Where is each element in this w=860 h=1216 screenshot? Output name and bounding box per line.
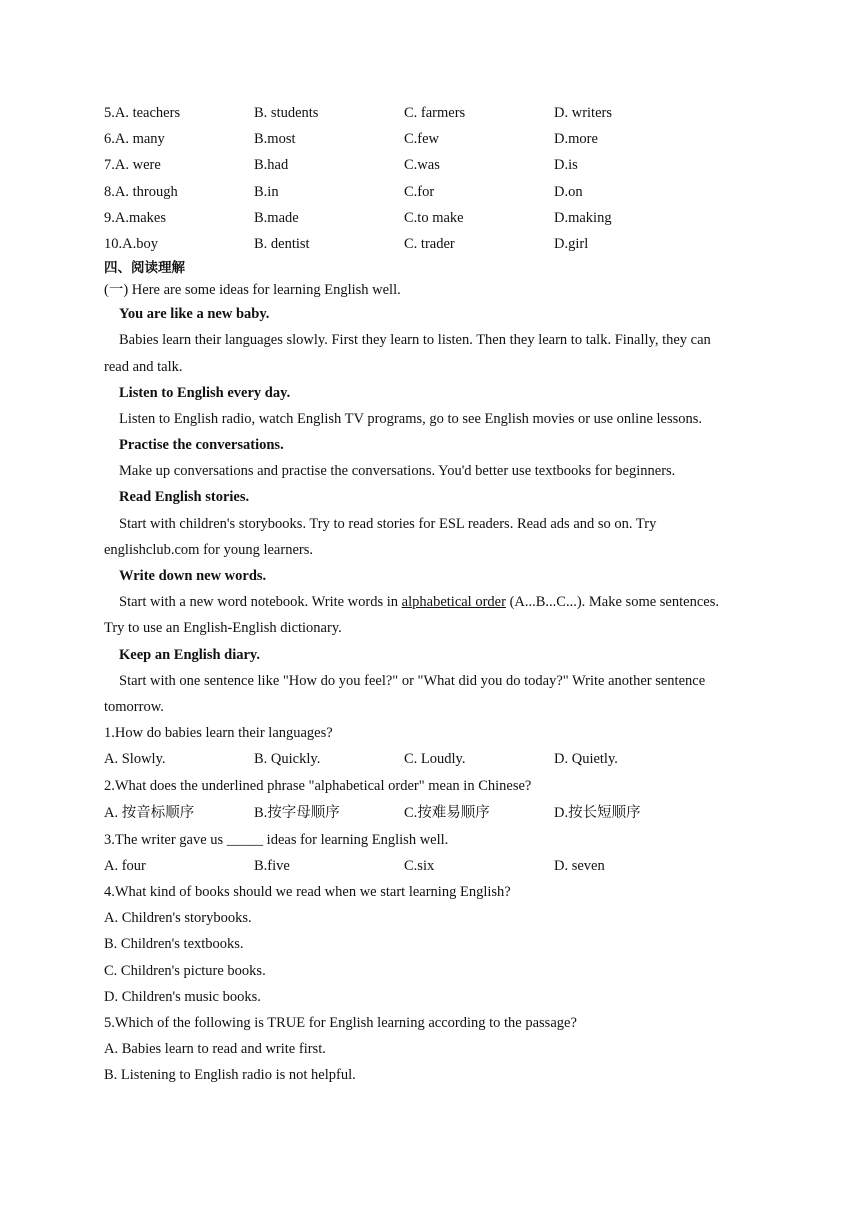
option: B. Listening to English radio is not helpful. <box>104 1067 356 1084</box>
option: C. trader <box>404 235 455 252</box>
passage-text <box>104 589 764 615</box>
option: A. 按音标顺序 <box>104 804 195 821</box>
underlined-phrase: alphabetical order <box>401 594 506 611</box>
option: D. writers <box>554 105 612 121</box>
option-row <box>104 231 764 257</box>
option-row <box>104 746 764 772</box>
option: B. Children's textbooks. <box>104 936 244 953</box>
option: D.more <box>554 131 598 148</box>
passage-text: Make up conversations and practise the conversations. You'd better use textbooks for beginners. <box>119 463 676 480</box>
passage-subheading: Keep an English diary. <box>119 646 261 663</box>
passage-subheading: You are like a new baby. <box>119 306 270 323</box>
option: B.made <box>254 209 299 226</box>
option: 8.A. through <box>104 183 178 200</box>
passage-subheading: Practise the conversations. <box>119 437 284 454</box>
question: 2.What does the underlined phrase "alphabetical order" mean in Chinese? <box>104 777 532 794</box>
question: 3.The writer gave us _____ ideas for learning English well. <box>104 831 449 848</box>
option: C.six <box>404 857 435 874</box>
option: B.had <box>254 157 289 174</box>
passage-text: Listen to English radio, watch English TV programs, go to see English movies or use online lessons. <box>119 410 703 427</box>
option: C.few <box>404 131 440 148</box>
option: C. Loudly. <box>404 751 466 768</box>
option: A. Children's storybooks. <box>104 910 252 927</box>
option: D.girl <box>554 235 589 252</box>
option: D. Children's music books. <box>104 988 261 1005</box>
option: A. four <box>104 857 146 874</box>
passage-text-segment: Start with a new word notebook. Write words in <box>119 594 402 611</box>
question: 4.What kind of books should we read when we start learning English? <box>104 884 511 901</box>
option: 10.A.boy <box>104 235 158 252</box>
passage-subheading: Listen to English every day. <box>119 384 291 401</box>
passage-subheading: Read English stories. <box>119 489 250 506</box>
option: B.按字母顺序 <box>254 804 340 821</box>
option: D.on <box>554 183 583 200</box>
passage-text: read and talk. <box>104 358 183 375</box>
passage-text-segment: (A...B...C...). Make some sentences. <box>505 594 719 611</box>
option: C. Children's picture books. <box>104 962 266 979</box>
option: 5.A. teachers <box>104 105 181 121</box>
option: D.is <box>554 157 578 174</box>
option: B. students <box>254 105 319 121</box>
option-row <box>104 100 764 126</box>
option: B. Quickly. <box>254 751 321 768</box>
passage-text: englishclub.com for young learners. <box>104 541 313 558</box>
option: C.for <box>404 183 435 200</box>
option-row <box>104 126 764 152</box>
questions <box>104 720 764 1088</box>
passage-text: Start with children's storybooks. Try to read stories for ESL readers. Read ads and so on. Try <box>119 515 657 532</box>
option: A. Babies learn to read and write first. <box>104 1041 326 1058</box>
option: C.to make <box>404 209 464 226</box>
option-row <box>104 205 764 231</box>
section-title: 四、阅读理解 <box>104 260 185 277</box>
document-page <box>104 100 764 1089</box>
passage-text: tomorrow. <box>104 698 164 715</box>
option: D. seven <box>554 857 605 874</box>
question: 1.How do babies learn their languages? <box>104 725 333 742</box>
passage-subheading: Write down new words. <box>119 568 267 584</box>
option: B.five <box>254 857 290 874</box>
option: B. dentist <box>254 235 310 252</box>
option: D. Quietly. <box>554 751 618 768</box>
option: C.was <box>404 157 440 174</box>
option-row <box>104 853 764 879</box>
option: B.in <box>254 183 279 200</box>
option: B.most <box>254 131 296 148</box>
option: D.making <box>554 209 612 226</box>
question: 5.Which of the following is TRUE for English learning according to the passage? <box>104 1015 577 1031</box>
option-row <box>104 799 764 827</box>
option: C. farmers <box>404 105 466 121</box>
passage-text: Start with one sentence like "How do you feel?" or "What did you do today?" Write another sentence <box>119 672 706 689</box>
option: D.按长短顺序 <box>554 804 641 821</box>
option-row <box>104 179 764 205</box>
option: 7.A. were <box>104 157 161 174</box>
reading-passage <box>104 301 764 720</box>
option: 6.A. many <box>104 131 165 148</box>
option-row <box>104 152 764 178</box>
passage-intro: (一) Here are some ideas for learning English well. <box>104 282 401 299</box>
passage-text: Babies learn their languages slowly. First they learn to listen. Then they learn to talk. Finally, they can <box>119 332 711 349</box>
option: A. Slowly. <box>104 751 166 768</box>
option: 9.A.makes <box>104 209 167 226</box>
cloze-options <box>104 100 764 257</box>
option: C.按难易顺序 <box>404 804 490 821</box>
passage-text: Try to use an English-English dictionary. <box>104 620 342 637</box>
